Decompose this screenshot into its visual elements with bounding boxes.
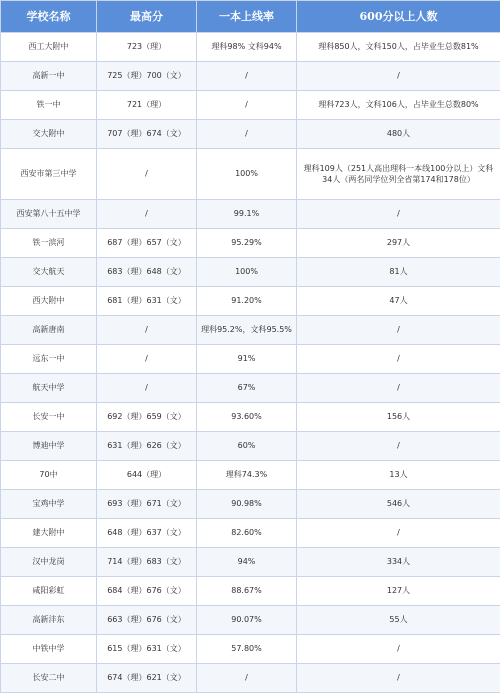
school-name: 西大附中: [1, 287, 97, 316]
first-tier-rate: 93.60%: [197, 403, 297, 432]
first-tier-rate: 理科74.3%: [197, 461, 297, 490]
school-name: 建大附中: [1, 519, 97, 548]
count-600: /: [297, 432, 500, 461]
first-tier-rate: 90.07%: [197, 606, 297, 635]
first-tier-rate: 91.20%: [197, 287, 297, 316]
max-score: 725（理）700（文）: [97, 62, 197, 91]
count-600: 13人: [297, 461, 500, 490]
school-name: 宝鸡中学: [1, 490, 97, 519]
first-tier-rate: 94%: [197, 548, 297, 577]
first-tier-rate: 82.60%: [197, 519, 297, 548]
school-name: 咸阳彩虹: [1, 577, 97, 606]
max-score: /: [97, 316, 197, 345]
first-tier-rate: /: [197, 91, 297, 120]
count-600: 127人: [297, 577, 500, 606]
max-score: 663（理）676（文）: [97, 606, 197, 635]
first-tier-rate: 88.67%: [197, 577, 297, 606]
school-name: 长安二中: [1, 664, 97, 693]
count-600: 297人: [297, 229, 500, 258]
first-tier-rate: 理科95.2%，文科95.5%: [197, 316, 297, 345]
count-600: 理科109人（251人高出理科一本线100分以上）文科34人（两名同学位列全省第174和178位）: [297, 149, 500, 200]
header-max-score: 最高分: [97, 1, 197, 33]
max-score: 681（理）631（文）: [97, 287, 197, 316]
max-score: 693（理）671（文）: [97, 490, 197, 519]
table-row: [1, 316, 500, 345]
first-tier-rate: 100%: [197, 149, 297, 200]
max-score: 674（理）621（文）: [97, 664, 197, 693]
table-row: [1, 577, 500, 606]
count-600: /: [297, 374, 500, 403]
school-name: 长安一中: [1, 403, 97, 432]
school-name: 铁一中: [1, 91, 97, 120]
school-name: 西安市第三中学: [1, 149, 97, 200]
table-row: [1, 664, 500, 693]
table-row: [1, 149, 500, 200]
max-score: 723（理）: [97, 33, 197, 62]
count-600: /: [297, 635, 500, 664]
max-score: 615（理）631（文）: [97, 635, 197, 664]
school-name: 汉中龙岗: [1, 548, 97, 577]
max-score: 714（理）683（文）: [97, 548, 197, 577]
max-score: 683（理）648（文）: [97, 258, 197, 287]
table-row: [1, 33, 500, 62]
max-score: /: [97, 345, 197, 374]
count-600: /: [297, 200, 500, 229]
school-name: 交大航天: [1, 258, 97, 287]
max-score: 707（理）674（文）: [97, 120, 197, 149]
count-600: 334人: [297, 548, 500, 577]
count-600: /: [297, 345, 500, 374]
table-row: [1, 62, 500, 91]
table-row: [1, 490, 500, 519]
table-row: [1, 258, 500, 287]
first-tier-rate: 理科98% 文科94%: [197, 33, 297, 62]
max-score: 692（理）659（文）: [97, 403, 197, 432]
school-name: 西安第八十五中学: [1, 200, 97, 229]
table-row: [1, 432, 500, 461]
first-tier-rate: 100%: [197, 258, 297, 287]
first-tier-rate: /: [197, 664, 297, 693]
header-row: [1, 1, 500, 33]
table-row: [1, 606, 500, 635]
school-name: 远东一中: [1, 345, 97, 374]
table-row: [1, 287, 500, 316]
school-name: 交大附中: [1, 120, 97, 149]
table-row: [1, 519, 500, 548]
count-600: /: [297, 62, 500, 91]
table-row: [1, 461, 500, 490]
table-row: [1, 374, 500, 403]
first-tier-rate: 57.80%: [197, 635, 297, 664]
table-row: [1, 200, 500, 229]
count-600: 理科723人，文科106人，占毕业生总数80%: [297, 91, 500, 120]
max-score: 687（理）657（文）: [97, 229, 197, 258]
school-name: 铁一滨河: [1, 229, 97, 258]
header-first-tier-rate: 一本上线率: [197, 1, 297, 33]
count-600: 156人: [297, 403, 500, 432]
table-row: [1, 229, 500, 258]
count-600: 47人: [297, 287, 500, 316]
first-tier-rate: 60%: [197, 432, 297, 461]
max-score: 648（理）637（文）: [97, 519, 197, 548]
header-school: 学校名称: [1, 1, 97, 33]
max-score: 721（理）: [97, 91, 197, 120]
table-row: [1, 635, 500, 664]
school-name: 中铁中学: [1, 635, 97, 664]
first-tier-rate: /: [197, 62, 297, 91]
max-score: /: [97, 149, 197, 200]
first-tier-rate: 67%: [197, 374, 297, 403]
school-name: 高新一中: [1, 62, 97, 91]
count-600: 81人: [297, 258, 500, 287]
count-600: 理科850人，文科150人，占毕业生总数81%: [297, 33, 500, 62]
first-tier-rate: 90.98%: [197, 490, 297, 519]
table-row: [1, 120, 500, 149]
max-score: /: [97, 374, 197, 403]
max-score: /: [97, 200, 197, 229]
count-600: 55人: [297, 606, 500, 635]
first-tier-rate: 91%: [197, 345, 297, 374]
table-row: [1, 548, 500, 577]
school-name: 高新沣东: [1, 606, 97, 635]
max-score: 684（理）676（文）: [97, 577, 197, 606]
school-name: 航天中学: [1, 374, 97, 403]
table-row: [1, 345, 500, 374]
school-name: 高新唐南: [1, 316, 97, 345]
count-600: /: [297, 664, 500, 693]
first-tier-rate: 95.29%: [197, 229, 297, 258]
school-name: 70中: [1, 461, 97, 490]
table-row: [1, 91, 500, 120]
first-tier-rate: /: [197, 120, 297, 149]
max-score: 631（理）626（文）: [97, 432, 197, 461]
count-600: /: [297, 316, 500, 345]
school-name: 博迪中学: [1, 432, 97, 461]
max-score: 644（理）: [97, 461, 197, 490]
count-600: /: [297, 519, 500, 548]
first-tier-rate: 99.1%: [197, 200, 297, 229]
count-600: 546人: [297, 490, 500, 519]
school-name: 西工大附中: [1, 33, 97, 62]
header-600-count: 600分以上人数: [297, 1, 500, 33]
count-600: 480人: [297, 120, 500, 149]
table-row: [1, 403, 500, 432]
